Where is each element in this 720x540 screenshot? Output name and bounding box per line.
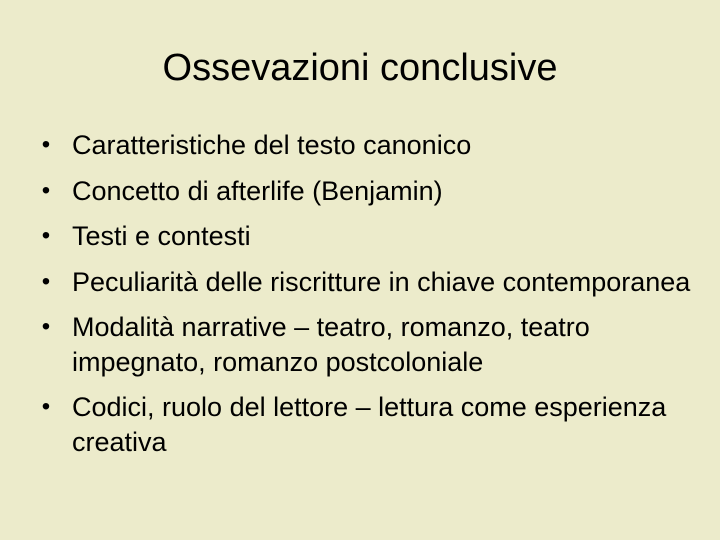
bullet-item-3 [36, 219, 696, 254]
bullet-item-4 [36, 265, 696, 300]
bullet-dot-icon: • [41, 176, 51, 204]
bullet-text: Peculiarità delle riscritture in chiave contemporanea [72, 266, 691, 297]
slide-title: Ossevazioni conclusive [162, 47, 558, 89]
bullet-dot-icon: • [41, 313, 51, 340]
bullet-list [36, 128, 696, 470]
bullet-text: Caratteristiche del testo canonico [72, 130, 472, 160]
bullet-item-2 [36, 174, 696, 209]
bullet-item-1 [36, 128, 696, 163]
bullet-dot-icon: • [41, 222, 51, 249]
bullet-text: Modalità narrative – teatro, romanzo, teatro impegnato, romanzo postcoloniale [72, 312, 590, 377]
bullet-dot-icon: • [41, 393, 51, 420]
bullet-text: Codici, ruolo del lettore – lettura come esperienza creativa [72, 392, 667, 457]
bullet-text: Testi e contesti [72, 221, 251, 251]
bullet-dot-icon: • [41, 267, 51, 295]
bullet-item-5 [36, 310, 696, 379]
bullet-text: Concetto di afterlife (Benjamin) [72, 175, 443, 206]
bullet-dot-icon: • [41, 131, 51, 158]
bullet-item-6 [36, 390, 696, 459]
